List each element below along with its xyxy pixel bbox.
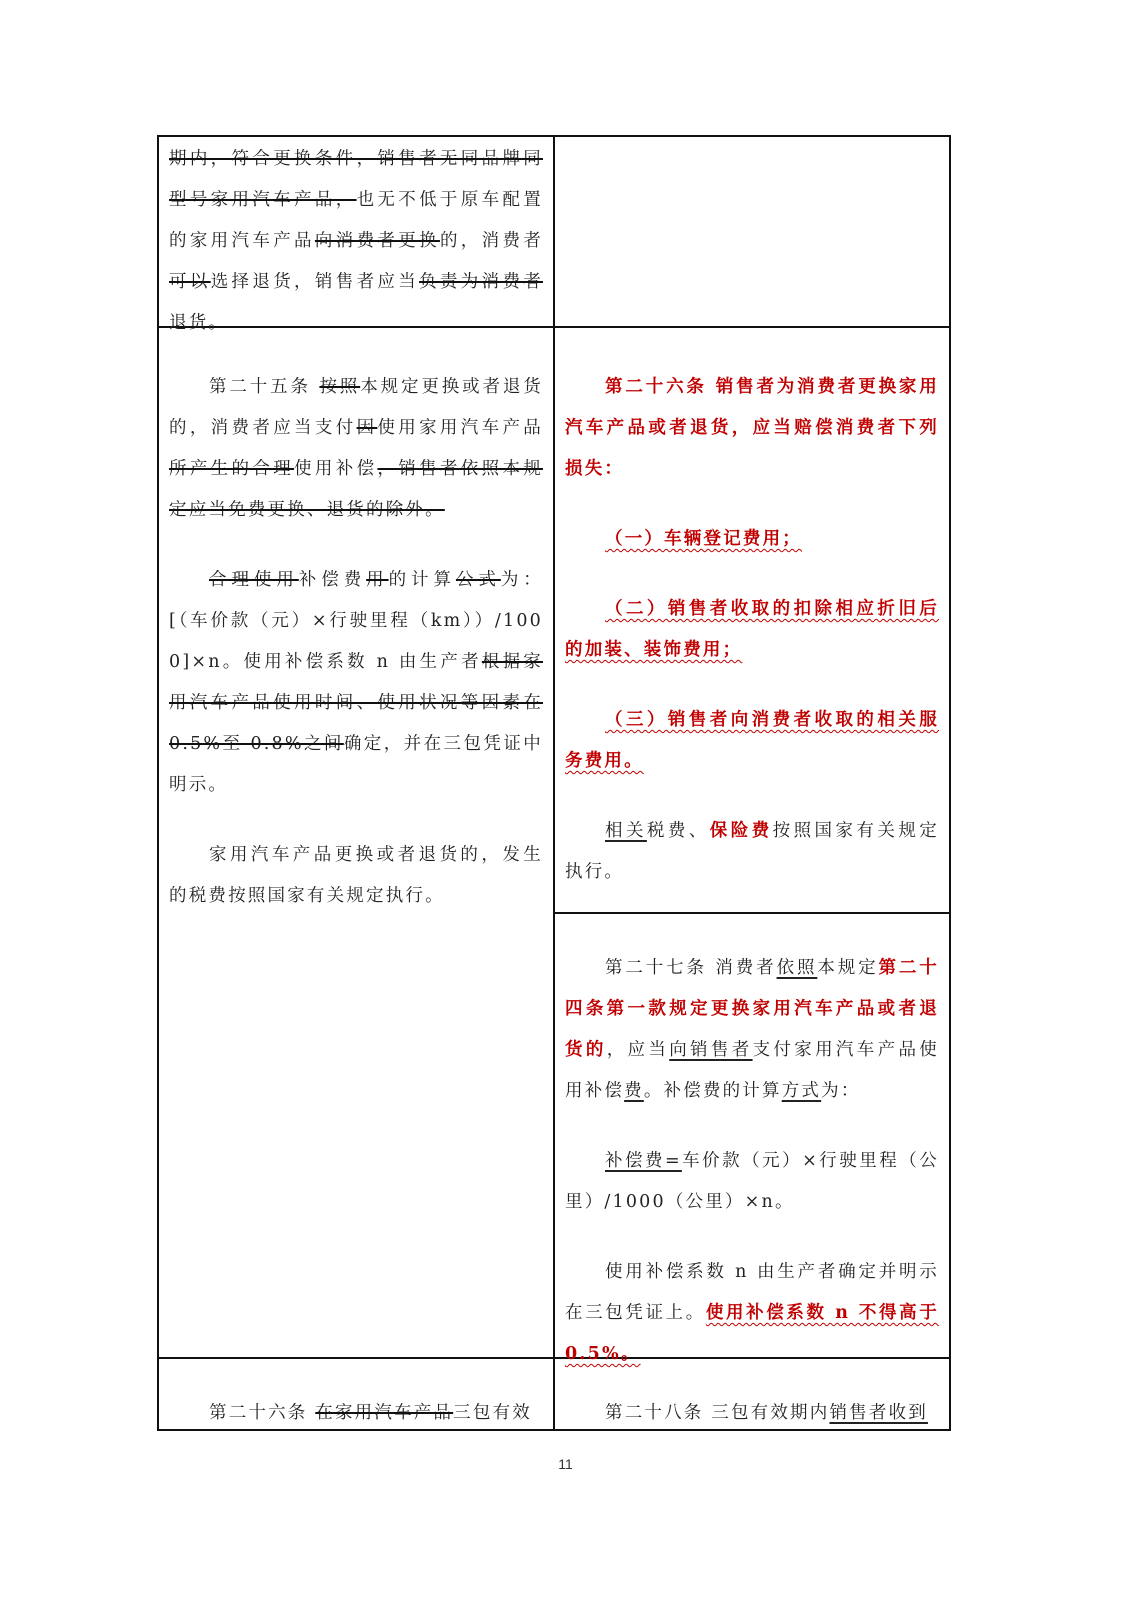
text-run: 向销售者: [669, 1040, 753, 1060]
new-article-27-coefficient: [565, 1252, 939, 1375]
text-run: 用: [366, 570, 389, 590]
text-run: 使用补偿系数 n 不得高于 0.5%。: [565, 1303, 939, 1364]
text-run: 向消费者更换: [314, 231, 440, 251]
text-run: （一）车辆登记费用；: [605, 529, 802, 549]
text-run: ，销售者依照本规定应当免费更换、退货的除外。: [169, 459, 543, 520]
text-run: 第二十六条 销售者为消费者更换家用汽车产品或者退货，应当赔偿消费者下列损失：: [565, 377, 939, 479]
text-run: 依照: [776, 958, 818, 978]
old-article-continuation: [169, 139, 543, 344]
text-run: 可以: [169, 272, 211, 292]
text-run: 为：[（车价款（元）×行驶里程（km））/1000]×n。使用补偿系数 n 由生产者: [169, 570, 543, 672]
text-run: ，应当: [606, 1040, 670, 1060]
text-run: 期内，符合更换条件，销售者无同品牌同型号家用汽车产品，: [169, 149, 543, 210]
text-run: 所产生的合理: [169, 459, 295, 479]
left-cell-row1: [159, 139, 553, 344]
text-run: 合理使用: [209, 570, 299, 590]
new-article-27-formula: [565, 1141, 939, 1223]
text-run: 家用汽车产品更换或者退货的，发生的税费按照国家有关规定执行。: [169, 845, 543, 906]
text-run: 保险费: [709, 821, 773, 841]
text-run: 补偿费=: [605, 1151, 682, 1171]
text-run: （三）销售者向消费者收取的相关服务费用。: [565, 710, 939, 771]
text-run: 确定，并在三包凭证中明示。: [169, 734, 543, 795]
new-article-26-item1: [565, 519, 939, 560]
text-run: 第二十六条: [209, 1403, 316, 1423]
text-run: 因: [356, 418, 378, 438]
new-article-28-start: [565, 1393, 939, 1434]
new-article-26-para1: [565, 367, 939, 490]
text-run: 负责为消费者: [419, 272, 543, 292]
text-run: 在家用汽车产品: [315, 1403, 454, 1423]
text-run: 为：: [821, 1081, 861, 1101]
old-article-25-para3: [169, 835, 543, 917]
text-run: 本规定更换或者退货的，消费者应当支付: [169, 377, 543, 438]
old-article-26-start: [169, 1393, 543, 1434]
right-cell-article-27: [555, 948, 949, 1375]
new-article-26-item2: [565, 589, 939, 671]
old-article-25-para1: [169, 367, 543, 531]
text-run: 使用补偿: [294, 459, 378, 479]
text-run: 车价款（元）×行驶里程（公里）/1000（公里）×n。: [565, 1151, 939, 1212]
table-border-right: [949, 135, 951, 1431]
right-cell-row1-empty: [555, 137, 949, 326]
comparison-table: [157, 135, 951, 1431]
text-run: 按照: [319, 377, 361, 397]
left-cell-row3: [159, 1393, 553, 1434]
right-cell-row3: [555, 1393, 949, 1434]
text-run: 的，消费者: [439, 231, 543, 251]
text-run: 三包有效: [453, 1403, 532, 1423]
text-run: 第二十七条 消费者: [605, 958, 777, 978]
text-run: 按照国家有关规定执行。: [565, 821, 939, 882]
text-run: 第二十八条 三包有效期内: [605, 1403, 830, 1423]
text-run: 退货。: [169, 313, 229, 333]
left-cell-row2: [159, 367, 553, 917]
new-article-26-para-tax: [565, 811, 939, 893]
text-run: 第二十五条: [209, 377, 320, 397]
row-divider-right-sub: [554, 912, 951, 914]
text-run: 补偿费: [298, 570, 367, 590]
new-article-26-item3: [565, 700, 939, 782]
text-run: 公式: [455, 570, 501, 590]
text-run: 税费、: [646, 821, 710, 841]
text-run: 第二十四条第一款规定更换家用汽车产品或者退货的: [565, 958, 939, 1060]
text-run: 。补偿费的计算: [643, 1081, 782, 1101]
text-run: 使用家用汽车产品: [377, 418, 543, 438]
text-run: 也无不低于原车配置的家用汽车产品: [169, 190, 543, 251]
text-run: （二）销售者收取的扣除相应折旧后的加装、装饰费用；: [565, 599, 939, 660]
text-run: 相关: [605, 821, 647, 841]
text-run: 方式: [781, 1081, 822, 1101]
old-article-25-para2: [169, 560, 543, 806]
text-run: 选择退货，销售者应当: [210, 272, 420, 292]
right-cell-article-26: [555, 367, 949, 893]
text-run: 销售者收到: [829, 1403, 928, 1423]
text-run: 本规定: [817, 958, 879, 978]
page-number: 11: [558, 1456, 573, 1472]
text-run: 根据家用汽车产品使用时间、使用状况等因素在 0.5%至 0.8%之间: [169, 652, 543, 754]
text-run: 费: [624, 1081, 644, 1101]
text-run: 使用补偿系数 n 由生产者确定并明示在三包凭证上。: [565, 1262, 939, 1323]
new-article-27-para1: [565, 948, 939, 1112]
text-run: 的计算: [388, 570, 456, 590]
text-run: 支付家用汽车产品使用补偿: [565, 1040, 939, 1101]
